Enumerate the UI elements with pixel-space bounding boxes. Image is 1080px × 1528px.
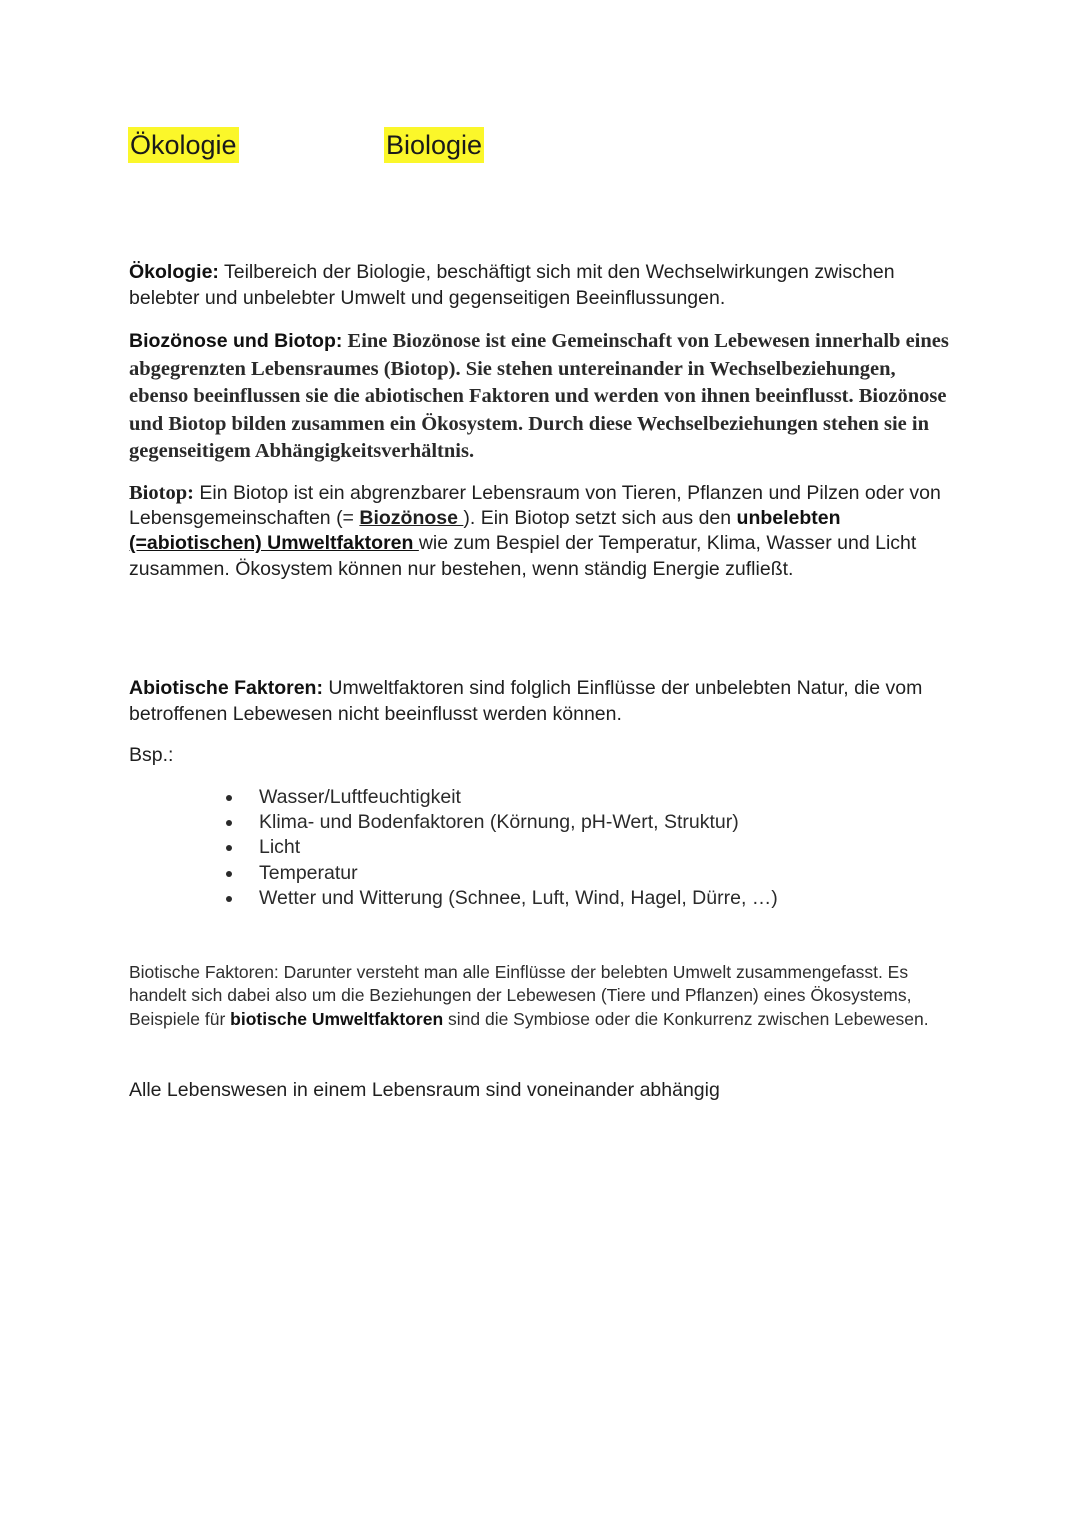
paragraph-schluss: Alle Lebenswesen in einem Lebensraum sind voneinander abhängig — [129, 1079, 720, 1101]
paragraph-biozoenose — [129, 328, 959, 466]
biotop-text-1: Ein Biotop ist ein abgrenzbarer Lebensraum von Tieren, Pflanzen und Pilzen oder von Lebensgemeinschaften (= — [129, 482, 941, 530]
biotop-text-2: ). Ein Biotop setzt sich aus den — [463, 507, 737, 530]
bullet-icon — [226, 795, 232, 801]
paragraph-biotische-faktoren — [129, 961, 949, 1031]
bullet-icon — [226, 896, 232, 902]
definition-oekologie: Teilbereich der Biologie, beschäftigt sich mit den Wechselwirkungen zwischen belebter und unbelebter Umwelt und gegenseitigen Beeinflussungen. — [129, 261, 895, 309]
definition-abiotische-faktoren: Umweltfaktoren sind folglich Einflüsse der unbelebten Natur, die vom betroffenen Lebewesen nicht beeinflusst werden können. — [129, 677, 923, 725]
paragraph-biotop — [129, 481, 959, 582]
list-item: Temperatur — [222, 861, 778, 886]
list-item: Klima- und Bodenfaktoren (Körnung, pH-Wert, Struktur) — [222, 810, 778, 835]
beispiele-list — [222, 785, 778, 911]
term-biozoenose-biotop: Biozönose und Biotop: — [129, 330, 343, 352]
beispiel-label: Bsp.: — [129, 744, 174, 766]
term-biotop: Biotop: — [129, 482, 194, 504]
paragraph-abiotische-faktoren — [129, 675, 959, 727]
bullet-icon — [226, 845, 232, 851]
list-item: Wetter und Witterung (Schnee, Luft, Wind, Hagel, Dürre, …) — [222, 886, 778, 911]
bullet-icon — [226, 871, 232, 877]
title-oekologie: Ökologie — [128, 127, 239, 163]
biotop-bold-unbelebten: unbelebten — [736, 507, 841, 530]
title-biologie: Biologie — [384, 127, 484, 163]
biotisch-text-2: sind die Symbiose oder die Konkurrenz zwischen Lebewesen. — [443, 1008, 929, 1029]
biotop-text-3: wie zum Bespiel der Temperatur, Klima, Wasser und Licht zusammen. Ökosystem können nur bestehen, wenn ständig Energie zufließt. — [129, 532, 917, 580]
biotisch-text-1: Biotische Faktoren: Darunter versteht man alle Einflüsse der belebten Umwelt zusammengefasst. Es handelt sich dabei also um die Beziehungen der Lebewesen (Tiere und Pflanzen) eines Ökosystems, Beispiele für — [129, 962, 912, 1029]
term-oekologie: Ökologie: — [129, 261, 219, 283]
biozoenose-link[interactable]: Biozönose — [359, 507, 464, 530]
list-item: Wasser/Luftfeuchtigkeit — [222, 785, 778, 810]
paragraph-oekologie — [129, 259, 959, 311]
term-abiotische-faktoren: Abiotische Faktoren: — [129, 677, 323, 699]
definition-biozoenose: Eine Biozönose ist eine Gemeinschaft von Lebewesen innerhalb eines abgegrenzten Lebensraumes (Biotop). Sie stehen untereinander in Wechselbeziehungen, ebenso beeinflussen sie die abiotischen Faktoren und werden von ihnen beeinflusst. Biozönose und Biotop bilden zusammen ein Ökosystem. Durch diese Wechselbeziehungen stehen sie in gegenseitigem Abhängigkeitsverhältnis. — [129, 330, 949, 462]
biotisch-bold: biotische Umweltfaktoren — [230, 1008, 444, 1029]
bullet-icon — [226, 820, 232, 826]
biotop-bold-umweltfaktoren: (=abiotischen) Umweltfaktoren — [129, 532, 419, 555]
list-item: Licht — [222, 835, 778, 860]
